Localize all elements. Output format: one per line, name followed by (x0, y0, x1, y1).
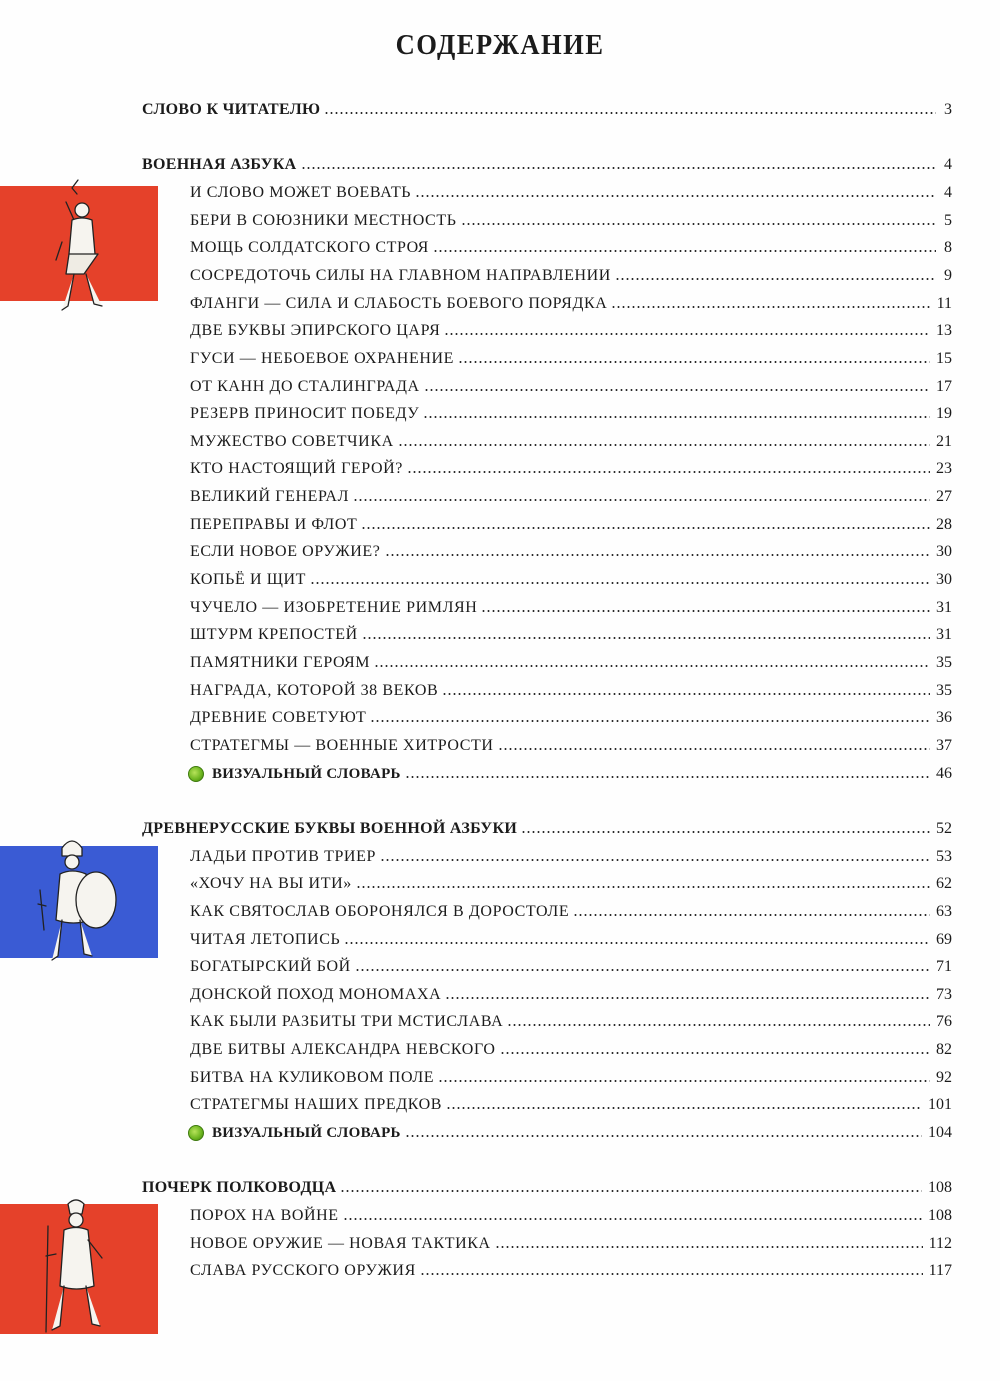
dot-leader (424, 389, 930, 391)
toc-entry-label: СТРАТЕГМЫ НАШИХ ПРЕДКОВ (190, 1096, 443, 1114)
dot-leader (481, 610, 930, 612)
dot-leader (573, 914, 930, 916)
toc-entry-label: И СЛОВО МОЖЕТ ВОЕВАТЬ (190, 183, 412, 201)
dot-leader (398, 444, 930, 446)
toc-entry[interactable] (190, 230, 952, 256)
toc-entry-page-number: 112 (928, 1234, 952, 1252)
toc-entry-page-number: 13 (936, 322, 952, 340)
toc-entry-label: ФЛАНГИ — СИЛА И СЛАБОСТЬ БОЕВОГО ПОРЯДКА (190, 294, 608, 312)
toc-entry[interactable] (190, 1032, 952, 1058)
toc-entry[interactable] (190, 562, 952, 588)
toc-entry-label: ПОРОХ НА ВОЙНЕ (190, 1207, 339, 1224)
dot-leader (495, 1246, 923, 1248)
dot-leader (498, 748, 930, 750)
dot-leader (324, 112, 936, 114)
toc-entry-page-number: 30 (936, 543, 952, 561)
toc-entry-page-number: 31 (936, 626, 952, 644)
toc-entry-label: КАК БЫЛИ РАЗБИТЫ ТРИ МСТИСЛАВА (190, 1013, 504, 1031)
dot-leader (433, 250, 936, 252)
toc-entry-page-number: 23 (936, 460, 952, 478)
dot-leader (344, 942, 930, 944)
toc-entry-page-number: 73 (936, 985, 952, 1003)
dot-leader (301, 167, 936, 169)
toc-entry[interactable] (190, 922, 952, 948)
toc-entry-page-number: 82 (936, 1041, 952, 1059)
toc-entry-page-number: 9 (944, 266, 952, 284)
dot-leader (446, 1107, 922, 1109)
toc-entry-page-number: 52 (936, 819, 952, 837)
page-title: СОДЕРЖАНИЕ (395, 30, 605, 61)
toc-entry-label: ОТ КАНН ДО СТАЛИНГРАДА (190, 377, 420, 395)
toc-entry-label: ГУСИ — НЕБОЕВОЕ ОХРАНЕНИЕ (190, 349, 455, 367)
toc-entry-label: ЛАДЬИ ПРОТИВ ТРИЕР (190, 847, 376, 865)
toc-entry-label: КОПЬЁ И ЩИТ (190, 571, 306, 589)
dot-leader (355, 969, 930, 971)
toc-entry-label: БИТВА НА КУЛИКОВОМ ПОЛЕ (190, 1068, 435, 1086)
toc-entry[interactable] (190, 645, 952, 671)
toc-entry[interactable] (190, 673, 952, 699)
toc-entry-label: СЛАВА РУССКОГО ОРУЖИЯ (190, 1262, 416, 1280)
toc-entry[interactable] (190, 617, 952, 643)
toc-entry-label: ПАМЯТНИКИ ГЕРОЯМ (190, 654, 371, 671)
toc-entry-label: КТО НАСТОЯЩИЙ ГЕРОЙ? (190, 460, 403, 478)
toc-entry-page-number: 4 (944, 183, 952, 201)
toc-entry-page-number: 37 (936, 736, 952, 754)
dot-leader (444, 333, 930, 335)
dot-leader (374, 665, 930, 667)
toc-entry[interactable] (190, 839, 952, 865)
dot-leader (615, 278, 936, 280)
toc-entry-label: РЕЗЕРВ ПРИНОСИТ ПОБЕДУ (190, 405, 420, 423)
green-ball-icon (188, 1125, 204, 1141)
dot-leader (500, 1052, 930, 1054)
dot-leader (380, 859, 930, 861)
dot-leader (340, 1190, 922, 1192)
toc-entry[interactable] (190, 203, 952, 229)
toc-entry-page-number: 76 (936, 1013, 952, 1031)
toc-entry-label: «ХОЧУ НА ВЫ ИТИ» (190, 875, 352, 893)
toc-entry-label: ДРЕВНИЕ СОВЕТУЮТ (190, 709, 367, 727)
blue-band-rus-warrior (0, 830, 160, 970)
toc-section-entry[interactable] (142, 1170, 952, 1196)
toc-entry-label: НОВОЕ ОРУЖИЕ — НОВАЯ ТАКТИКА (190, 1234, 491, 1252)
dot-leader (405, 1135, 922, 1137)
dot-leader (353, 499, 930, 501)
dot-leader (362, 637, 930, 639)
toc-section-entry[interactable] (142, 92, 952, 118)
toc-entry-page-number: 4 (944, 156, 952, 174)
toc-entry-label: ШТУРМ КРЕПОСТЕЙ (190, 626, 358, 644)
toc-entry-page-number: 69 (936, 930, 952, 948)
toc-entry-label: БОГАТЫРСКИЙ БОЙ (190, 958, 351, 976)
toc-entry[interactable] (190, 949, 952, 975)
dot-leader (438, 1080, 930, 1082)
green-ball-icon (188, 766, 204, 782)
dot-leader (445, 997, 930, 999)
toc-entry-label: ВИЗУАЛЬНЫЙ СЛОВАРЬ (212, 765, 401, 782)
toc-entry-page-number: 53 (936, 847, 952, 865)
toc-dictionary-entry[interactable] (188, 1115, 952, 1141)
dot-leader (442, 693, 930, 695)
dot-leader (385, 554, 930, 556)
toc-entry-page-number: 19 (936, 405, 952, 423)
toc-entry[interactable] (190, 396, 952, 422)
dot-leader (370, 720, 930, 722)
toc-entry-label: ВИЗУАЛЬНЫЙ СЛОВАРЬ (212, 1125, 401, 1142)
toc-entry-page-number: 27 (936, 488, 952, 506)
toc-entry-label: МУЖЕСТВО СОВЕТЧИКА (190, 432, 394, 450)
toc-entry-page-number: 36 (936, 709, 952, 727)
toc-entry-label: СТРАТЕГМЫ — ВОЕННЫЕ ХИТРОСТИ (190, 736, 494, 754)
toc-entry-page-number: 21 (936, 432, 952, 450)
toc-entry[interactable] (190, 1087, 952, 1113)
toc-entry-page-number: 62 (936, 875, 952, 893)
toc-entry-label: БЕРИ В СОЮЗНИКИ МЕСТНОСТЬ (190, 211, 457, 229)
toc-entry[interactable] (190, 1198, 952, 1224)
toc-entry[interactable] (190, 700, 952, 726)
toc-entry-page-number: 5 (944, 211, 952, 229)
toc-entry-label: ДОНСКОЙ ПОХОД МОНОМАХА (190, 985, 442, 1003)
toc-entry-page-number: 30 (936, 571, 952, 589)
toc-entry-page-number: 104 (928, 1124, 952, 1142)
toc-entry-page-number: 46 (936, 764, 952, 782)
dot-leader (310, 582, 930, 584)
toc-entry-page-number: 71 (936, 958, 952, 976)
toc-entry-page-number: 101 (928, 1096, 952, 1114)
toc-entry[interactable] (190, 534, 952, 560)
toc-entry-label: СОСРЕДОТОЧЬ СИЛЫ НА ГЛАВНОМ НАПРАВЛЕНИИ (190, 266, 611, 284)
toc-entry-label: ЕСЛИ НОВОЕ ОРУЖИЕ? (190, 543, 381, 561)
toc-entry-page-number: 3 (944, 101, 952, 118)
toc-entry[interactable] (190, 1004, 952, 1030)
toc-entry[interactable] (190, 507, 952, 533)
toc-entry-label: ВЕЛИКИЙ ГЕНЕРАЛ (190, 488, 350, 506)
dot-leader (521, 831, 930, 833)
dot-leader (420, 1273, 923, 1275)
toc-entry-page-number: 35 (936, 654, 952, 671)
toc-entry[interactable] (190, 424, 952, 450)
dot-leader (458, 361, 930, 363)
dot-leader (423, 416, 930, 418)
dot-leader (361, 527, 930, 529)
dot-leader (356, 886, 930, 888)
toc-entry-label: СЛОВО К ЧИТАТЕЛЮ (142, 101, 321, 118)
toc-section-entry[interactable] (142, 811, 952, 837)
toc-entry-page-number: 28 (936, 515, 952, 533)
dot-leader (507, 1024, 930, 1026)
dot-leader (461, 223, 937, 225)
toc-entry-label: ПЕРЕПРАВЫ И ФЛОТ (190, 515, 358, 533)
dot-leader (415, 195, 936, 197)
toc-entry-page-number: 17 (936, 377, 952, 395)
red-band-ancient-warrior (0, 178, 160, 318)
toc-entry-page-number: 108 (928, 1207, 952, 1224)
dot-leader (405, 776, 930, 778)
toc-entry[interactable] (190, 479, 952, 505)
toc-entry-label: ПОЧЕРК ПОЛКОВОДЦА (142, 1179, 337, 1197)
toc-entry[interactable] (190, 1226, 952, 1252)
toc-entry-page-number: 108 (928, 1179, 952, 1197)
toc-dictionary-entry[interactable] (188, 756, 952, 782)
toc-entry-page-number: 31 (936, 598, 952, 616)
toc-entry-label: ДРЕВНЕРУССКИЕ БУКВЫ ВОЕННОЙ АЗБУКИ (142, 819, 518, 837)
toc-entry-label: НАГРАДА, КОТОРОЙ 38 ВЕКОВ (190, 681, 439, 699)
toc-entry[interactable] (190, 369, 952, 395)
toc-entry[interactable] (190, 258, 952, 284)
toc-entry[interactable] (190, 451, 952, 477)
toc-entry-page-number: 15 (936, 349, 952, 367)
toc-entry[interactable] (190, 313, 952, 339)
toc-entry[interactable] (190, 1060, 952, 1086)
toc-entry[interactable] (190, 341, 952, 367)
dot-leader (343, 1218, 922, 1220)
toc-section-entry[interactable] (142, 147, 952, 173)
toc-entry-label: МОЩЬ СОЛДАТСКОГО СТРОЯ (190, 239, 429, 257)
toc-entry-label: ДВЕ БУКВЫ ЭПИРСКОГО ЦАРЯ (190, 322, 441, 340)
toc-entry-page-number: 63 (936, 902, 952, 920)
toc-entry[interactable] (190, 286, 952, 312)
toc-entry-page-number: 11 (936, 294, 952, 312)
toc-entry-page-number: 92 (936, 1068, 952, 1086)
dot-leader (611, 306, 930, 308)
toc-entry[interactable] (190, 1253, 952, 1279)
toc-entry[interactable] (190, 175, 952, 201)
toc-entry-page-number: 117 (928, 1262, 952, 1280)
toc-entry[interactable] (190, 894, 952, 920)
toc-entry[interactable] (190, 866, 952, 892)
toc-entry[interactable] (190, 728, 952, 754)
dot-leader (407, 471, 930, 473)
toc-entry-label: ЧУЧЕЛО — ИЗОБРЕТЕНИЕ РИМЛЯН (190, 598, 478, 616)
toc-entry[interactable] (190, 590, 952, 616)
toc-entry-label: КАК СВЯТОСЛАВ ОБОРОНЯЛСЯ В ДОРОСТОЛЕ (190, 902, 570, 920)
toc-entry-page-number: 8 (944, 239, 952, 257)
toc-entry-page-number: 35 (936, 681, 952, 699)
toc-entry-label: ВОЕННАЯ АЗБУКА (142, 156, 297, 174)
toc-entry-label: ЧИТАЯ ЛЕТОПИСЬ (190, 930, 341, 948)
red-band-grenadier (0, 1196, 160, 1346)
toc-entry[interactable] (190, 977, 952, 1003)
toc-entry-label: ДВЕ БИТВЫ АЛЕКСАНДРА НЕВСКОГО (190, 1041, 496, 1059)
